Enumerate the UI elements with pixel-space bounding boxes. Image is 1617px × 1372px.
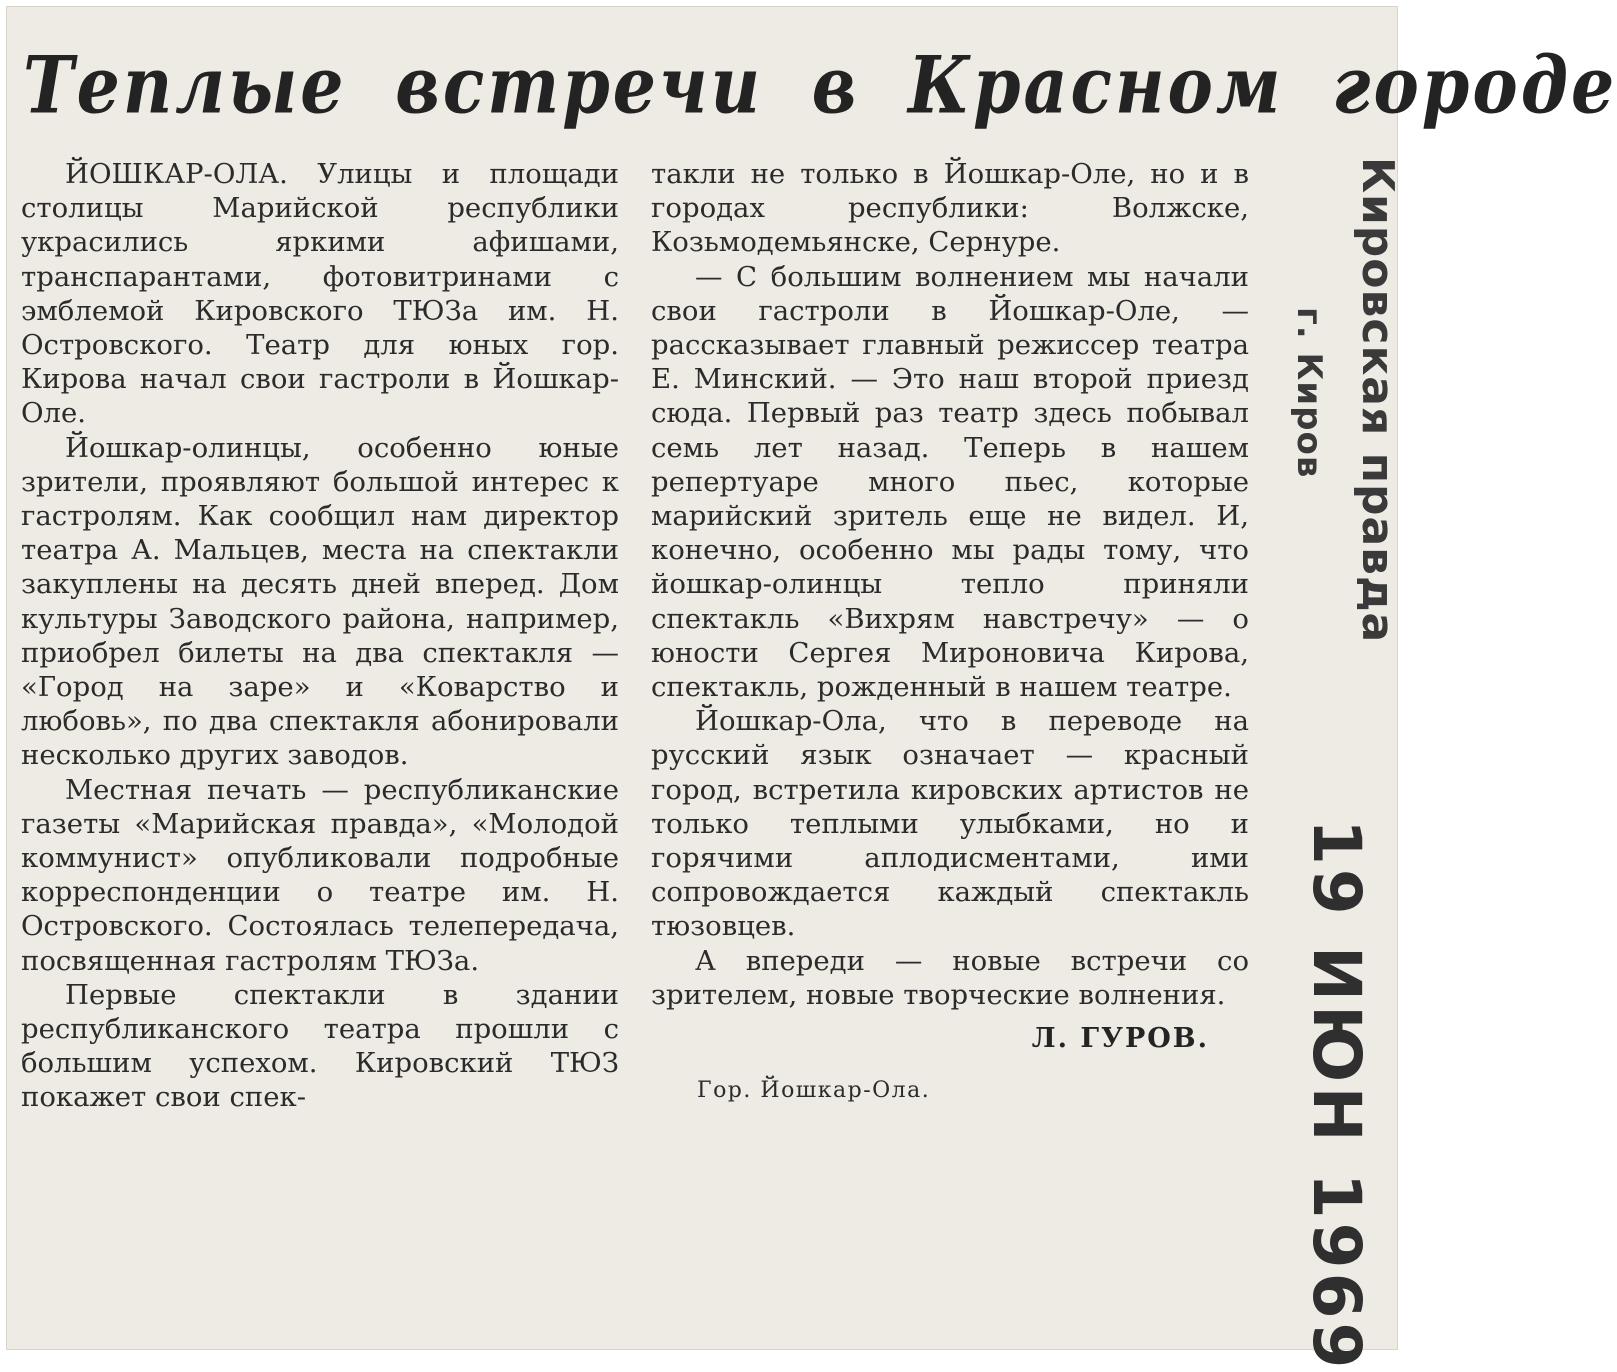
article-column-left <box>21 157 619 1115</box>
article-headline: Теплые встречи в Красном городе <box>23 40 1617 133</box>
paragraph-right-3: Йошкар-Ола, что в переводе на русский язык означает — красный город, встретила кировских артистов не только теплыми улыбками, но и горячими аплодисментами, ими сопровождается каждый спектакль тюзовцев. <box>651 705 1249 943</box>
paragraph-right-4: А впереди — новые встречи со зрителем, новые творческие волнения. <box>651 944 1249 1011</box>
author-signature: Л. ГУРОВ. <box>1031 1023 1209 1055</box>
paragraph-left-3: Местная печать — республиканские газеты «Марийская правда», «Молодой коммунист» опубликовали подробные корреспонденции о театре им. Н. Островского. Состоялась телепередача, посвященная гастролям ТЮЗа. <box>21 773 619 977</box>
newspaper-name-stamp: Кировская правда <box>1352 157 1403 644</box>
paragraph-right-2: — С большим волнением мы начали свои гастроли в Йошкар-Оле, — рассказывает главный режиссер театра Е. Минский. — Это наш второй приезд сюда. Первый раз театр здесь побывал семь лет назад. Теперь в нашем репертуаре много пьес, которые марийский зритель еще не видел. И, конечно, особенно мы рады тому, что йошкар-олинцы тепло приняли спектакль «Вихрям навстречу» — о юности Сергея Мироновича Кирова, спектакль, рожденный в нашем театре. <box>651 260 1249 704</box>
paragraph-left-1: ЙОШКАР-ОЛА. Улицы и площади столицы Марийской республики украсились яркими афишами, транспарантами, фотовитринами с эмблемой Кировского ТЮЗа им. Н. Островского. Театр для юных гор. Кирова начал свои гастроли в Йошкар-Оле. <box>21 158 619 430</box>
paragraph-left-4: Первые спектакли в здании республиканского театра прошли с большим успехом. Кировский ТЮЗ покажет свои спек- <box>21 978 619 1114</box>
date-stamp: 19 ИЮН 1969 <box>1298 819 1375 1372</box>
paragraph-left-2: Йошкар-олинцы, особенно юные зрители, проявляют большой интерес к гастролям. Как сообщил нам директор театра А. Мальцев, места на спектакли закуплены на десять дней вперед. Дом культуры Заводского района, например, приобрел билеты на два спектакля — «Город на заре» и «Коварство и любовь», по два спектакля абонировали несколько других заводов. <box>21 431 619 772</box>
newspaper-clipping <box>6 6 1617 1372</box>
article-column-right <box>651 157 1249 1108</box>
article-dateline: Гор. Йошкар-Ола. <box>697 1078 931 1104</box>
paragraph-right-1: такли не только в Йошкар-Оле, но и в городах республики: Волжске, Козьмодемьянске, Сернуре. <box>651 158 1249 259</box>
city-stamp: г. Киров <box>1289 307 1329 479</box>
